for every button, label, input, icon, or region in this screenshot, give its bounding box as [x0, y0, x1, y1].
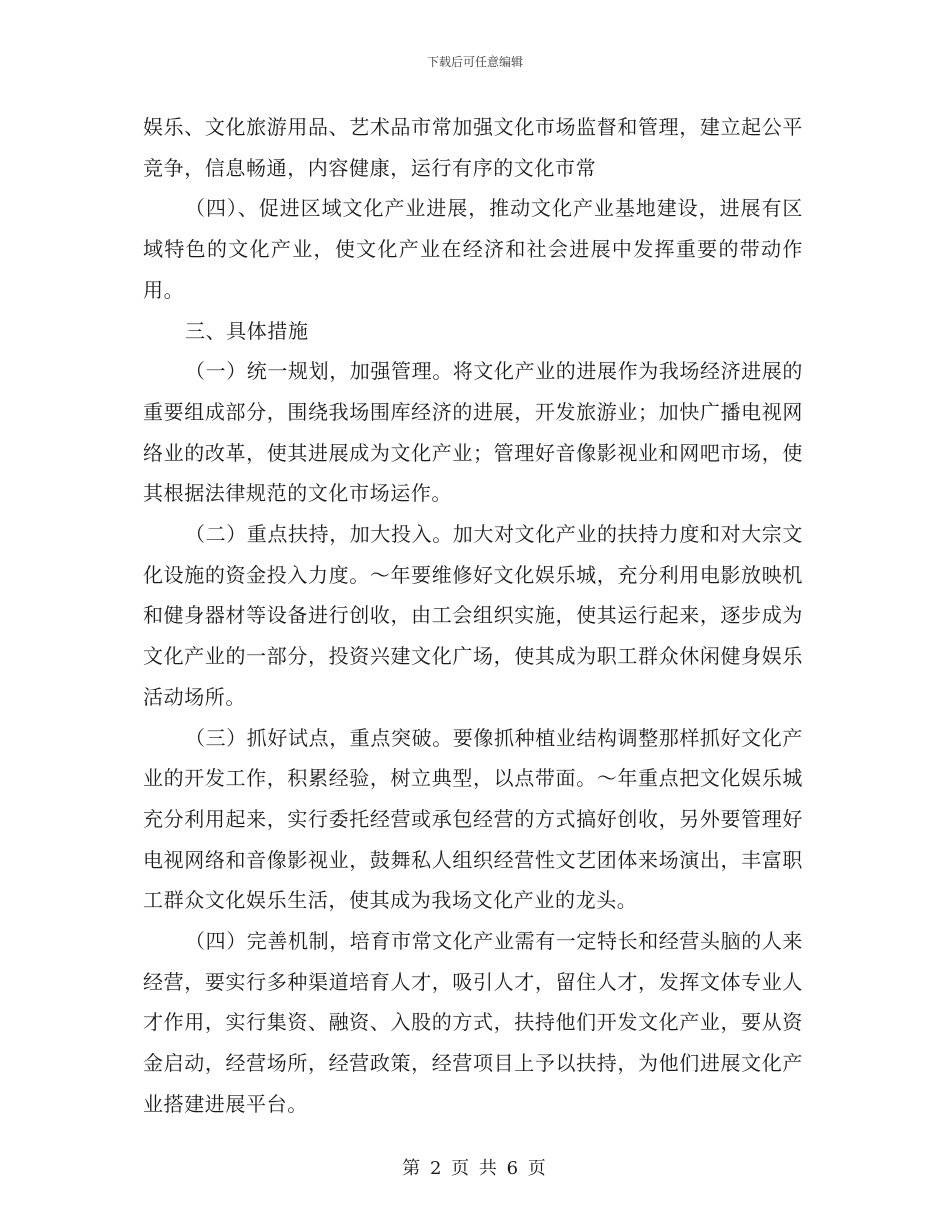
paragraph-3: （一）统一规划，加强管理。将文化产业的进展作为我场经济进展的重要组成部分，围绕我场围库经济的进展，开发旅游业；加快广播电视网络业的改革，使其进展成为文化产业；管理好音像影视业和网吧市场，使其根据法律规范的文化市场运作。: [143, 359, 803, 506]
page-header: 下载后可任意编辑: [426, 55, 523, 69]
paragraph-1: 娱乐、文化旅游用品、艺术品市常加强文化市场监督和管理，建立起公平竞争，信息畅通，内容健康，运行有序的文化市常: [143, 115, 803, 180]
paragraph-5: （三）抓好试点，重点突破。要像抓种植业结构调整那样抓好文化产业的开发工作，积累经验，树立典型，以点带面。～年重点把文化娱乐城充分利用起来，实行委托经营或承包经营的方式搞好创收，另外要管理好电视网络和音像影视业，鼓舞私人组织经营性文艺团体来场演出，丰富职工群众文化娱乐生活，使其成为我场文化产业的龙头。: [143, 725, 803, 913]
paragraph-4: （二）重点扶持，加大投入。加大对文化产业的扶持力度和对大宗文化设施的资金投入力度。～年要维修好文化娱乐城，充分利用电影放映机和健身器材等设备进行创收，由工会组织实施，使其运行起来，逐步成为文化产业的一部分，投资兴建文化广场，使其成为职工群众休闲健身娱乐活动场所。: [143, 522, 803, 709]
section-heading: 三、具体措施: [185, 318, 309, 343]
paragraph-6: （四）完善机制，培育市常文化产业需有一定特长和经营头脑的人来经营，要实行多种渠道培育人才，吸引人才，留住人才，发挥文体专业人才作用，实行集资、融资、入股的方式，扶持他们开发文化产业，要从资金启动，经营场所，经营政策，经营项目上予以扶持，为他们进展文化产业搭建进展平台。: [143, 929, 803, 1116]
document-body: [143, 107, 803, 1125]
paragraph-2: （四）、促进区域文化产业进展，推动文化产业基地建设，进展有区域特色的文化产业，使文化产业在经济和社会进展中发挥重要的带动作用。: [143, 196, 803, 302]
page-number: 第 2 页 共 6 页: [402, 1158, 548, 1179]
